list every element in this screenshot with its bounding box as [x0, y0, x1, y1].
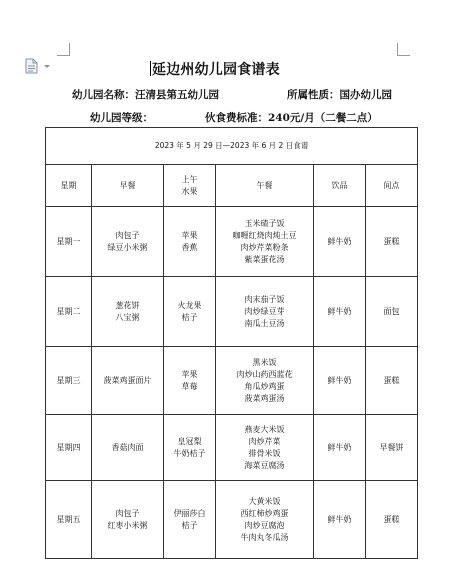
row-breakfast-line: 香菇肉面: [111, 442, 144, 452]
row-breakfast-line: 八宝粥: [115, 312, 140, 322]
row-breakfast: [92, 347, 164, 415]
row-lunch-line: 肉炒绿豆芽: [244, 306, 285, 316]
row-day-line: 星期二: [56, 306, 81, 316]
row-day: [46, 277, 92, 347]
row-fruit-line: 苹果: [181, 230, 198, 240]
table-row: [46, 207, 418, 277]
row-snack-line: 蛋糕: [383, 514, 400, 524]
row-snack: [366, 277, 418, 347]
table-row: [46, 415, 418, 481]
row-breakfast-line: 红枣小米粥: [107, 520, 148, 530]
row-lunch-line: 大黄米饭: [248, 496, 281, 506]
row-breakfast-line: 菠菜鸡蛋面片: [103, 375, 152, 385]
row-day: [46, 481, 92, 559]
text-cursor: [150, 61, 151, 76]
row-snack: [366, 347, 418, 415]
fee-line: [205, 110, 378, 125]
row-lunch-line: 海菜豆腐汤: [244, 460, 285, 470]
page-margin-corner-top-right: [397, 43, 410, 56]
row-breakfast: [92, 481, 164, 559]
row-drink: [314, 207, 366, 277]
row-day: [46, 415, 92, 481]
row-day: [46, 207, 92, 277]
row-lunch: [216, 347, 314, 415]
row-lunch: [216, 481, 314, 559]
table-row: [46, 481, 418, 559]
row-lunch: [216, 415, 314, 481]
row-snack-line: 早餐饼: [379, 442, 404, 452]
row-breakfast: [92, 207, 164, 277]
row-day-line: 星期一: [56, 236, 81, 246]
row-breakfast: [92, 415, 164, 481]
row-fruit-line: 火龙果: [177, 300, 202, 310]
kindergarten-name-label: 幼儿园名称：: [72, 89, 135, 101]
row-breakfast-line: 葱花饼: [115, 300, 140, 310]
nature-line: [287, 87, 392, 102]
header-day: 星期: [46, 165, 92, 207]
kindergarten-name-value: 汪清县第五幼儿园: [135, 89, 219, 101]
header-breakfast: 早餐: [92, 165, 164, 207]
header-fruit: [164, 165, 216, 207]
row-lunch-line: 牛肉丸冬瓜汤: [240, 532, 289, 542]
row-snack: [366, 415, 418, 481]
row-fruit-line: 桔子: [181, 312, 198, 322]
row-lunch-line: 肉炒芹菜粉条: [240, 242, 289, 252]
document-title[interactable]: [150, 59, 330, 79]
row-snack: [366, 481, 418, 559]
row-breakfast-line: 肉包子: [115, 508, 140, 518]
document-title-text: 延边州幼儿园食谱表: [152, 62, 280, 78]
header-fruit-text: 上午 水果: [181, 174, 198, 196]
row-fruit: [164, 277, 216, 347]
row-fruit: [164, 347, 216, 415]
kindergarten-name-line: [72, 87, 219, 102]
row-fruit-line: 伊丽莎白: [173, 508, 206, 518]
header-lunch: 午餐: [216, 165, 314, 207]
row-drink-line: 鲜牛奶: [327, 514, 352, 524]
row-day-line: 星期五: [56, 514, 81, 524]
row-drink: [314, 347, 366, 415]
header-drink: 饮品: [314, 165, 366, 207]
row-fruit-line: 皇冠梨: [177, 436, 202, 446]
row-lunch: [216, 277, 314, 347]
row-snack-line: 面包: [383, 306, 400, 316]
row-snack-line: 蛋糕: [383, 236, 400, 246]
row-lunch-line: 紫菜蛋花汤: [244, 254, 285, 264]
row-lunch-line: 黑米饭: [252, 357, 277, 367]
row-drink: [314, 481, 366, 559]
row-fruit: [164, 415, 216, 481]
table-row: [46, 347, 418, 415]
menu-header-row: [46, 165, 418, 207]
row-lunch-line: 燕麦大米饭: [244, 424, 285, 434]
row-lunch-line: 角瓜炒鸡蛋: [244, 381, 285, 391]
nature-label: 所属性质：: [287, 89, 340, 101]
row-lunch-line: 菠菜鸡蛋汤: [244, 393, 285, 403]
row-lunch-line: 肉炒山药西蓝花: [236, 369, 293, 379]
row-day: [46, 347, 92, 415]
row-fruit-line: 牛奶桔子: [173, 448, 206, 458]
menu-table: [45, 127, 418, 559]
row-lunch-line: 肉炒芹菜: [248, 436, 281, 446]
row-snack: [366, 207, 418, 277]
row-fruit: [164, 207, 216, 277]
row-day-line: 星期四: [56, 442, 81, 452]
row-drink-line: 鲜牛奶: [327, 236, 352, 246]
row-lunch: [216, 207, 314, 277]
row-lunch-line: 南瓜土豆汤: [244, 318, 285, 328]
row-drink: [314, 277, 366, 347]
row-lunch-line: 肉炒豆腐泡: [244, 520, 285, 530]
row-breakfast: [92, 277, 164, 347]
document-dropdown-icon[interactable]: [24, 58, 54, 74]
level-line: [90, 110, 153, 125]
row-breakfast-line: 绿豆小米粥: [107, 242, 148, 252]
row-fruit-line: 桔子: [181, 520, 198, 530]
row-fruit: [164, 481, 216, 559]
page-margin-corner-top-left: [57, 43, 70, 56]
menu-body: [46, 207, 418, 559]
menu-period: 2023 年 5 月 29 日—2023 年 6 月 2 日食谱: [46, 128, 418, 165]
nature-value: 国办幼儿园: [339, 89, 392, 101]
row-lunch-line: 西红柿炒鸡蛋: [240, 508, 289, 518]
row-drink-line: 鲜牛奶: [327, 306, 352, 316]
row-lunch-line: 咖喱红烧肉炖土豆: [232, 230, 297, 240]
level-label: 幼儿园等级：: [90, 112, 153, 124]
row-day-line: 星期三: [56, 375, 81, 385]
row-drink-line: 鲜牛奶: [327, 375, 352, 385]
fee-value: 240元/月（二餐二点）: [268, 112, 378, 124]
row-lunch-line: 肉末茄子饭: [244, 294, 285, 304]
table-row: [46, 277, 418, 347]
row-drink: [314, 415, 366, 481]
header-snack: 间点: [366, 165, 418, 207]
row-lunch-line: 排骨米饭: [248, 448, 281, 458]
row-breakfast-line: 肉包子: [115, 230, 140, 240]
row-fruit-line: 草莓: [181, 381, 198, 391]
fee-label: 伙食费标准：: [205, 112, 268, 124]
row-drink-line: 鲜牛奶: [327, 442, 352, 452]
row-snack-line: 蛋糕: [383, 375, 400, 385]
row-lunch-line: 玉米碴子饭: [244, 218, 285, 228]
row-fruit-line: 苹果: [181, 369, 198, 379]
row-fruit-line: 香蕉: [181, 242, 198, 252]
